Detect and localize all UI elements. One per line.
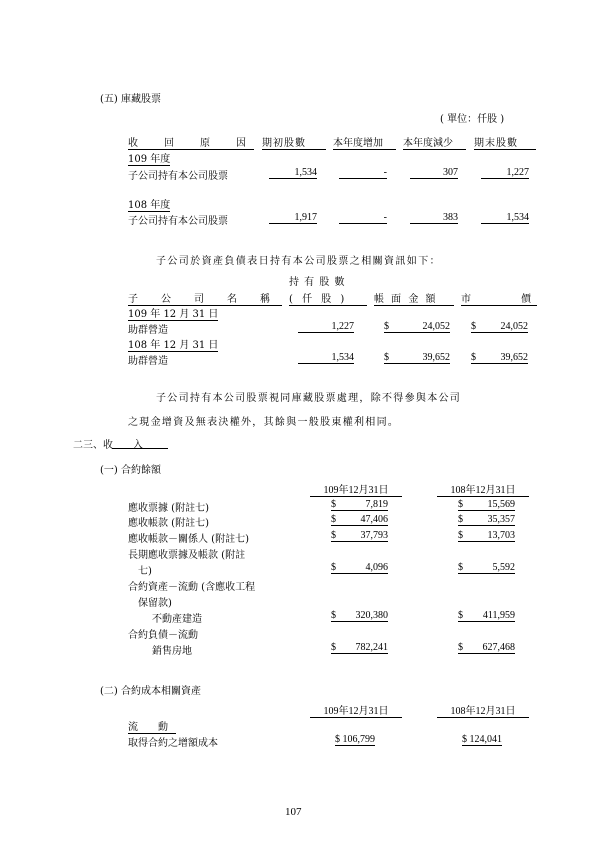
current-label: 流 動 <box>128 718 176 734</box>
unit-note: ( 單位：仟股 ) <box>440 114 505 125</box>
holdings-intro: 子公司於資產負債表日持有本公司股票之相關資訊如下： <box>156 256 441 267</box>
cell-decrease: 383 <box>410 212 458 224</box>
holding-company: 助群營造 <box>128 356 168 367</box>
cell-increase: - <box>339 167 387 179</box>
col-header-2020: 109年12月31日 <box>310 702 402 718</box>
holding-book-value: $ 24,052 <box>384 321 450 332</box>
cell-2019: $ 15,569 <box>458 499 515 510</box>
cell-end: 1,534 <box>481 212 529 224</box>
col-header-2019: 108年12月31日 <box>437 702 529 718</box>
heading-underline <box>112 436 168 449</box>
cell-2020: $ 106,799 <box>335 734 375 745</box>
cell-2020: $ 782,241 <box>331 642 388 653</box>
treasury-paragraph-line: 之現金增資及無表決權外，其餘與一般股東權利相同。 <box>128 417 400 428</box>
cell-2020: $ 320,380 <box>331 610 388 621</box>
col-header-shares-top: 持 有 股 數 <box>289 277 346 288</box>
row-label: 子公司持有本公司股票 <box>128 216 228 227</box>
holding-market-value: $ 39,652 <box>471 352 528 363</box>
col-header-book-value: 帳 面 金 額 <box>374 290 454 306</box>
group-year-label: 108 年度 <box>128 196 170 212</box>
cell-increase: - <box>339 212 387 224</box>
row-label: 取得合約之增額成本 <box>128 738 218 749</box>
cell-begin: 1,917 <box>269 212 317 224</box>
col-header-begin: 期初股數 <box>262 134 326 150</box>
cell-2020: $ 4,096 <box>331 562 388 573</box>
col-header-market-value: 市 價 <box>461 290 537 306</box>
cell-2019: $ 5,592 <box>458 562 515 573</box>
row-label-continued: 七) <box>138 566 152 577</box>
cell-2020: $ 37,793 <box>331 530 388 541</box>
row-label: 長期應收票據及帳款 (附註 <box>128 550 246 561</box>
cell-2020: $ 7,819 <box>331 499 388 510</box>
page-number: 107 <box>285 806 302 818</box>
row-label: 合約負債－流動 <box>128 630 198 641</box>
subsection-contract-cost-assets: (二) 合約成本相關資產 <box>100 686 201 697</box>
row-label-continued: 保留款) <box>138 598 172 609</box>
holding-date: 108 年 12 月 31 日 <box>128 336 218 352</box>
row-label: 應收帳款 (附註七) <box>128 518 209 529</box>
cell-2019: $ 124,041 <box>462 734 502 745</box>
treasury-paragraph-line: 子公司持有本公司股票視同庫藏股票處理，除不得參與本公司 <box>156 393 462 404</box>
group-year-label: 109 年度 <box>128 150 170 166</box>
col-header-shares: ( 仟 股 ) <box>289 290 367 306</box>
row-item-label: 不動產建造 <box>152 614 202 625</box>
cell-2019: $ 411,959 <box>458 610 515 621</box>
cell-2019: $ 35,357 <box>458 514 515 525</box>
col-header-reason: 收 回 原 因 <box>128 134 254 150</box>
col-header-2020: 109年12月31日 <box>310 481 402 497</box>
holding-shares: 1,534 <box>298 352 354 364</box>
cell-decrease: 307 <box>410 167 458 179</box>
col-header-end: 期末股數 <box>474 134 536 150</box>
col-header-increase: 本年度增加 <box>333 134 396 150</box>
holding-company: 助群營造 <box>128 325 168 336</box>
cell-begin: 1,534 <box>269 167 317 179</box>
cell-end: 1,227 <box>481 167 529 179</box>
holding-market-value: $ 24,052 <box>471 321 528 332</box>
row-item-label: 銷售房地 <box>152 646 192 657</box>
row-label: 應收帳款－關係人 (附註七) <box>128 534 249 545</box>
holding-date: 109 年 12 月 31 日 <box>128 305 218 321</box>
section-heading-revenue: 二三、收 入 <box>73 440 143 451</box>
col-header-company: 子 公 司 名 稱 <box>128 290 282 306</box>
cell-2019: $ 627,468 <box>458 642 515 653</box>
row-label: 應收票據 (附註七) <box>128 503 209 514</box>
col-header-2019: 108年12月31日 <box>437 481 529 497</box>
cell-2019: $ 13,703 <box>458 530 515 541</box>
holding-shares: 1,227 <box>298 321 354 333</box>
holding-book-value: $ 39,652 <box>384 352 450 363</box>
row-label: 子公司持有本公司股票 <box>128 171 228 182</box>
col-header-decrease: 本年度減少 <box>403 134 466 150</box>
row-label: 合約資產－流動 (含應收工程 <box>128 582 256 593</box>
section-heading-treasury-stock: (五) 庫藏股票 <box>100 94 161 105</box>
cell-2020: $ 47,406 <box>331 514 388 525</box>
subsection-contract-balances: (一) 合約餘額 <box>100 465 161 476</box>
